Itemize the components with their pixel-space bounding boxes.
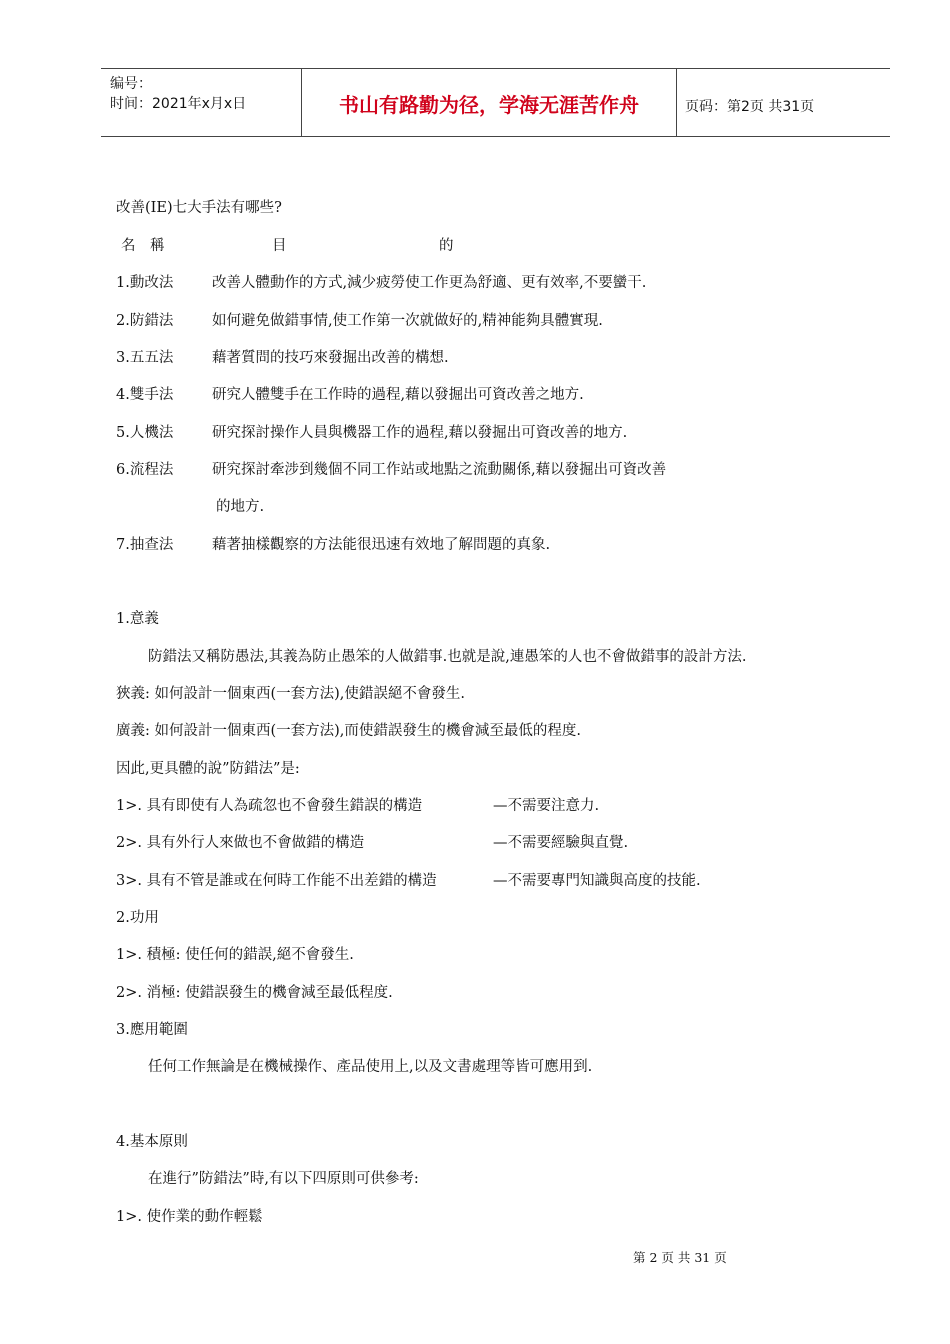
meaning-broad: 廣義: 如何設計一個東西(一套方法),而使錯誤發生的機會減至最低的程度. xyxy=(116,723,582,739)
method-name: 6.流程法 xyxy=(116,462,174,478)
column-header-name: 名 稱 xyxy=(121,238,165,254)
intro-question: 改善(IE)七大手法有哪些? xyxy=(116,200,282,216)
method-name: 7.抽查法 xyxy=(116,537,174,553)
section-heading-principles: 4.基本原則 xyxy=(116,1134,188,1150)
meaning-item-right: —不需要經驗與直覺. xyxy=(493,835,629,851)
method-desc-continued: 的地方. xyxy=(216,499,265,515)
function-item: 2>. 消極: 使錯誤發生的機會減至最低程度. xyxy=(116,985,393,1001)
method-desc: 如何避免做錯事情,使工作第一次就做好的,精神能夠具體實現. xyxy=(212,313,603,329)
method-name: 4.雙手法 xyxy=(116,387,174,403)
method-desc: 改善人體動作的方式,減少疲勞使工作更為舒適、更有效率,不要蠻干. xyxy=(212,275,647,291)
header-motto-cell xyxy=(302,69,677,136)
column-header-purpose-2: 的 xyxy=(439,238,454,254)
meaning-item-right: —不需要注意力. xyxy=(493,798,600,814)
function-item: 1>. 積極: 使任何的錯誤,絕不會發生. xyxy=(116,947,354,963)
meaning-item-left: 1>. 具有即使有人為疏忽也不會發生錯誤的構造 xyxy=(116,798,423,814)
meaning-therefore: 因此,更具體的說”防錯法”是: xyxy=(116,761,300,777)
meaning-item-left: 3>. 具有不管是誰或在何時工作能不出差錯的構造 xyxy=(116,873,437,889)
document-number-label: 编号： xyxy=(110,76,152,92)
document-date: 时间：2021年x月x日 xyxy=(110,96,247,112)
section-heading-scope: 3.應用範圍 xyxy=(116,1022,188,1038)
method-desc: 研究探討操作人員與機器工作的過程,藉以發掘出可資改善的地方. xyxy=(212,425,628,441)
method-desc: 研究探討牽涉到幾個不同工作站或地點之流動關係,藉以發掘出可資改善 xyxy=(212,462,667,478)
header-motto: 书山有路勤为径，学海无涯苦作舟 xyxy=(339,93,639,117)
method-name: 3.五五法 xyxy=(116,350,174,366)
method-name: 2.防錯法 xyxy=(116,313,174,329)
method-desc: 藉著抽樣觀察的方法能很迅速有效地了解問題的真象. xyxy=(212,537,551,553)
section-heading-function: 2.功用 xyxy=(116,910,159,926)
header-meta-cell xyxy=(101,69,302,136)
meaning-item-left: 2>. 具有外行人來做也不會做錯的構造 xyxy=(116,835,365,851)
principles-paragraph: 在進行”防錯法”時,有以下四原則可供參考: xyxy=(148,1171,419,1187)
method-desc: 研究人體雙手在工作時的過程,藉以發掘出可資改善之地方. xyxy=(212,387,584,403)
page-header xyxy=(101,68,890,137)
method-name: 5.人機法 xyxy=(116,425,174,441)
header-page-number: 页码：第2页 共31页 xyxy=(685,99,815,115)
meaning-paragraph: 防錯法又稱防愚法,其義為防止愚笨的人做錯事.也就是說,連愚笨的人也不會做錯事的設計方法. xyxy=(148,649,747,665)
column-header-purpose-1: 目 xyxy=(272,238,287,254)
header-page-cell xyxy=(677,69,890,136)
method-desc: 藉著質問的技巧來發掘出改善的構想. xyxy=(212,350,449,366)
method-name: 1.動改法 xyxy=(116,275,174,291)
scope-paragraph: 任何工作無論是在機械操作、產品使用上,以及文書處理等皆可應用到. xyxy=(148,1059,593,1075)
meaning-narrow: 狹義: 如何設計一個東西(一套方法),使錯誤絕不會發生. xyxy=(116,686,466,702)
page-footer: 第 2 页 共 31 页 xyxy=(633,1250,727,1265)
principles-item: 1>. 使作業的動作輕鬆 xyxy=(116,1209,263,1225)
section-heading-meaning: 1.意義 xyxy=(116,611,159,627)
meaning-item-right: —不需要專門知識與高度的技能. xyxy=(493,873,701,889)
